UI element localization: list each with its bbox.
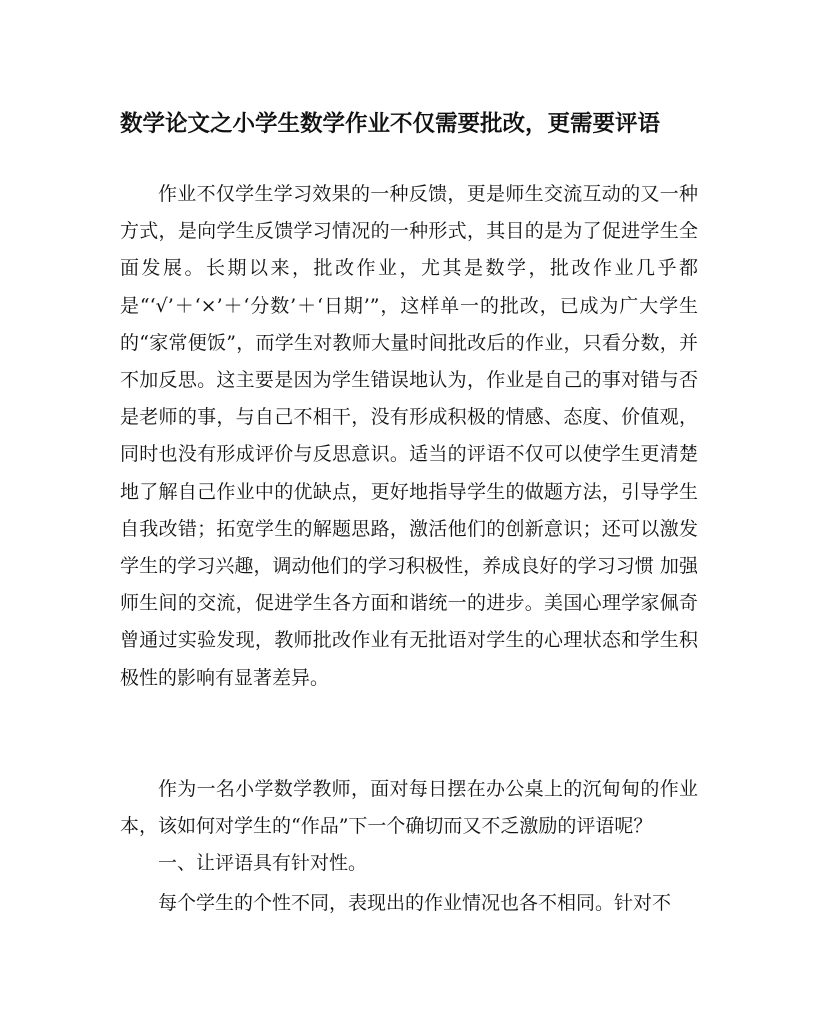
document-body [120, 176, 698, 925]
section-heading-1: 一、让评语具有针对性。 [158, 852, 368, 874]
document-title: 数学论文之小学生数学作业不仅需要批改，更需要评语 [120, 111, 661, 137]
paragraph-intro: 作业不仅学生学习效果的一种反馈，更是师生交流互动的又一种方式，是向学生反馈学习情况的一种形式，其目的是为了促进学生全面发展。长期以来，批改作业，尤其是数学，批改作业几乎都是“‘√’＋‘×’＋‘分数’＋‘日期’”，这样单一的批改，已成为广大学生的“家常便饭”，而学生对教师大量时间批改后的作业，只看分数，并不加反思。这主要是因为学生错误地认为，作业是自己的事对错与否是老师的事，与自己不相干，没有形成积极的情感、态度、价值观，同时也没有形成评价与反思意识。适当的评语不仅可以使学生更清楚地了解自己作业中的优缺点，更好地指导学生的做题方法，引导学生自我改错；拓宽学生的解题思路，激活他们的创新意识；还可以激发学生的学习兴趣，调动他们的学习积极性，养成良好的学习习惯 加强师生间的交流，促进学生各方面和谐统一的进步。美国心理学家佩奇曾通过实验发现，教师批改作业有无批语对学生的心理状态和学生积极性的影响有显著差异。 [120, 183, 698, 689]
paragraph-question: 作为一名小学数学教师，面对每日摆在办公桌上的沉甸甸的作业本，该如何对学生的“作品”下一个确切而又不乏激励的评语呢？ [120, 778, 698, 838]
paragraph-section-1: 每个学生的个性不同，表现出的作业情况也各不相同。针对不 [158, 892, 672, 914]
